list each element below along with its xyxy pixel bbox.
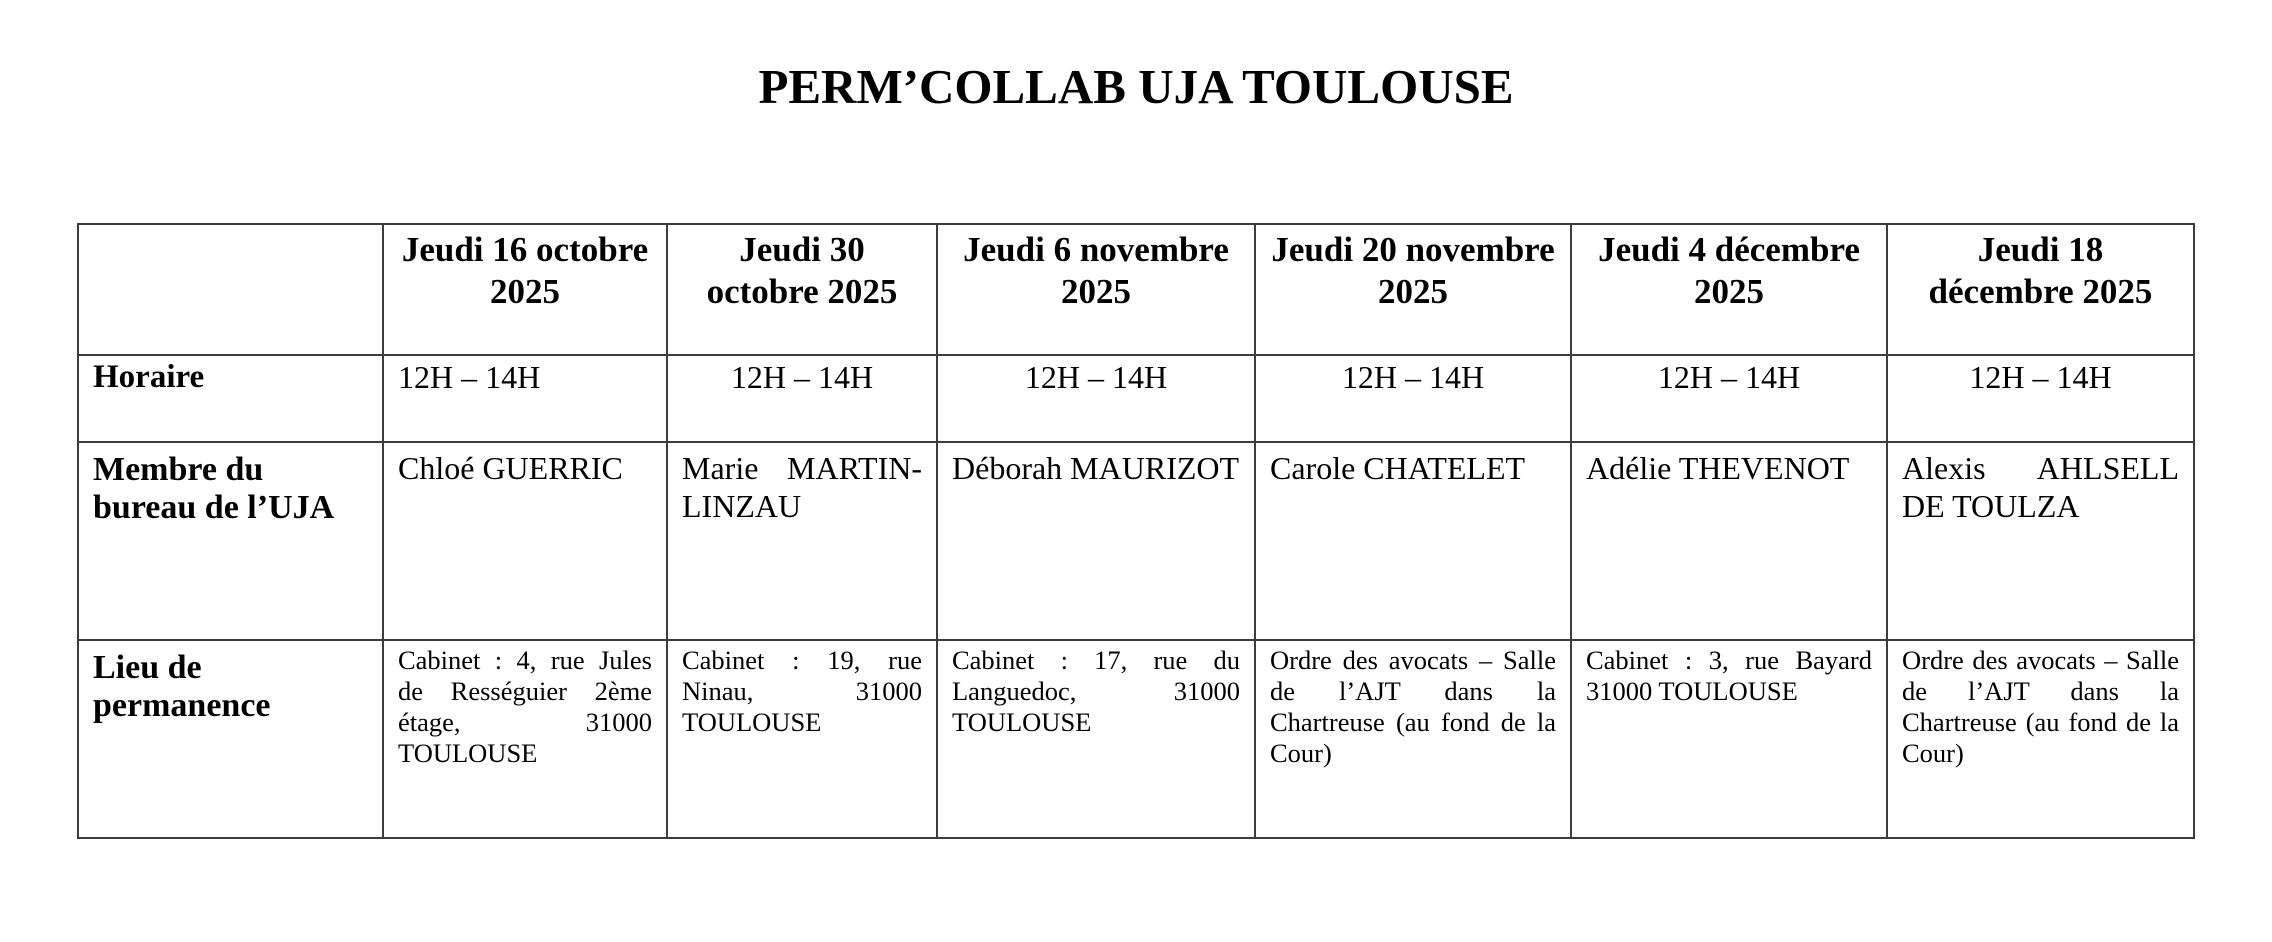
date-header: Jeudi 18 décembre 2025 xyxy=(1887,224,2194,355)
date-header: Jeudi 20 novembre 2025 xyxy=(1255,224,1571,355)
horaire-cell: 12H – 14H xyxy=(937,355,1255,442)
horaire-cell: 12H – 14H xyxy=(1255,355,1571,442)
horaire-cell: 12H – 14H xyxy=(1571,355,1887,442)
membre-cell: Carole CHATELET xyxy=(1255,442,1571,640)
row-label-lieu: Lieu de permanence xyxy=(78,640,383,838)
date-header: Jeudi 4 décembre 2025 xyxy=(1571,224,1887,355)
date-header: Jeudi 16 octobre 2025 xyxy=(383,224,667,355)
lieu-cell: Ordre des avocats – Salle de l’AJT dans la Chartreuse (au fond de la Cour) xyxy=(1887,640,2194,838)
lieu-cell: Cabinet : 3, rue Bayard 31000 TOULOUSE xyxy=(1571,640,1887,838)
membre-cell: Chloé GUERRIC xyxy=(383,442,667,640)
lieu-cell: Cabinet : 4, rue Jules de Rességuier 2ème étage, 31000 TOULOUSE xyxy=(383,640,667,838)
membre-cell: Alexis AHLSELL DE TOULZA xyxy=(1887,442,2194,640)
horaire-row xyxy=(78,355,2194,442)
corner-cell xyxy=(78,224,383,355)
lieu-cell: Ordre des avocats – Salle de l’AJT dans la Chartreuse (au fond de la Cour) xyxy=(1255,640,1571,838)
horaire-cell: 12H – 14H xyxy=(667,355,937,442)
row-label-horaire: Horaire xyxy=(78,355,383,442)
membre-cell: Marie MARTIN-LINZAU xyxy=(667,442,937,640)
lieu-cell: Cabinet : 19, rue Ninau, 31000 TOULOUSE xyxy=(667,640,937,838)
membre-row xyxy=(78,442,2194,640)
document-title: PERM’COLLAB UJA TOULOUSE xyxy=(758,59,1514,114)
lieu-row xyxy=(78,640,2194,838)
permanence-schedule-table xyxy=(77,223,2195,839)
date-header: Jeudi 6 novembre 2025 xyxy=(937,224,1255,355)
lieu-cell: Cabinet : 17, rue du Languedoc, 31000 TOULOUSE xyxy=(937,640,1255,838)
date-header: Jeudi 30 octobre 2025 xyxy=(667,224,937,355)
header-row xyxy=(78,224,2194,355)
horaire-cell: 12H – 14H xyxy=(1887,355,2194,442)
row-label-membre: Membre du bureau de l’UJA xyxy=(78,442,383,640)
membre-cell: Adélie THEVENOT xyxy=(1571,442,1887,640)
membre-cell: Déborah MAURIZOT xyxy=(937,442,1255,640)
horaire-cell: 12H – 14H xyxy=(383,355,667,442)
